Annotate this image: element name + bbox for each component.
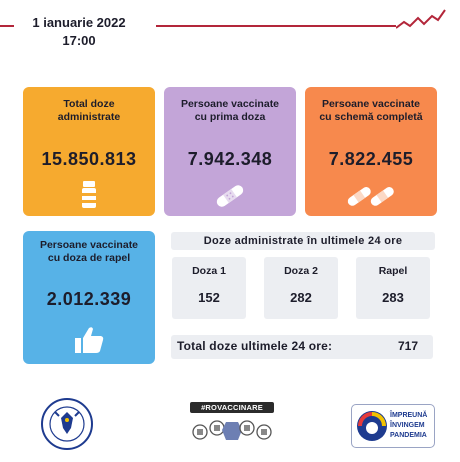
pandemic-campaign-logo [351,404,435,448]
rovaccinare-hashtag: #ROVACCINARE [190,402,274,413]
last-24h-heading: Doze administrate în ultimele 24 ore [203,235,403,247]
card-value: 15.850.813 [41,149,137,169]
report-time: 17:00 [62,33,96,48]
total-value: 717 [398,339,419,353]
card-title-line2: cu prima doza [194,111,266,123]
card-booster [23,231,155,364]
cncav-emblem-icon [356,410,388,442]
dose-value: 282 [290,290,312,305]
card-title-line1: Total doze [63,98,115,110]
total-label: Total doze ultimele 24 ore: [177,339,333,353]
card-title-line2: cu doza de rapel [47,252,131,264]
card-full-scheme [305,87,437,216]
romanian-government-seal-icon [41,398,93,450]
card-title-line1: Persoane vaccinate [321,98,421,110]
report-date: 1 ianuarie 2022 [32,15,126,30]
card-title-line2: administrate [57,111,121,123]
card-first-dose [164,87,296,216]
pandemic-text [390,411,427,441]
dose-label: Rapel [378,265,408,277]
vaccine-vial-icon [80,181,98,209]
dose-label: Doza 1 [192,265,226,277]
dose-value: 283 [382,290,404,305]
card-value: 7.942.348 [187,149,273,169]
card-title-line2: cu schemă completă [319,111,423,123]
card-total-doses [23,87,155,216]
bandage-icon [213,183,247,209]
card-title-line1: Persoane vaccinate [180,98,280,110]
card-title-line1: Persoane vaccinate [39,239,139,251]
dose-value: 152 [198,290,220,305]
double-bandage-icon [346,183,396,209]
header-rule-right [156,25,396,27]
card-value: 7.822.455 [328,149,414,169]
dose-box-booster [356,257,430,319]
dose-label: Doza 2 [284,265,318,277]
last-24h-heading-panel [171,232,435,250]
rovaccinare-logo [190,402,274,446]
last-24h-total [171,335,433,359]
trend-line-icon [396,8,446,32]
pandemic-line3: PANDEMIA [390,432,427,439]
pandemic-line1: ÎMPREUNĂ [390,412,428,419]
card-value: 2.012.339 [46,289,132,309]
pandemic-line2: ÎNVINGEM [390,422,425,429]
dose-box-second [264,257,338,319]
thumbs-up-icon [73,325,105,355]
vaccination-icons-row [190,416,274,446]
dose-box-first [172,257,246,319]
